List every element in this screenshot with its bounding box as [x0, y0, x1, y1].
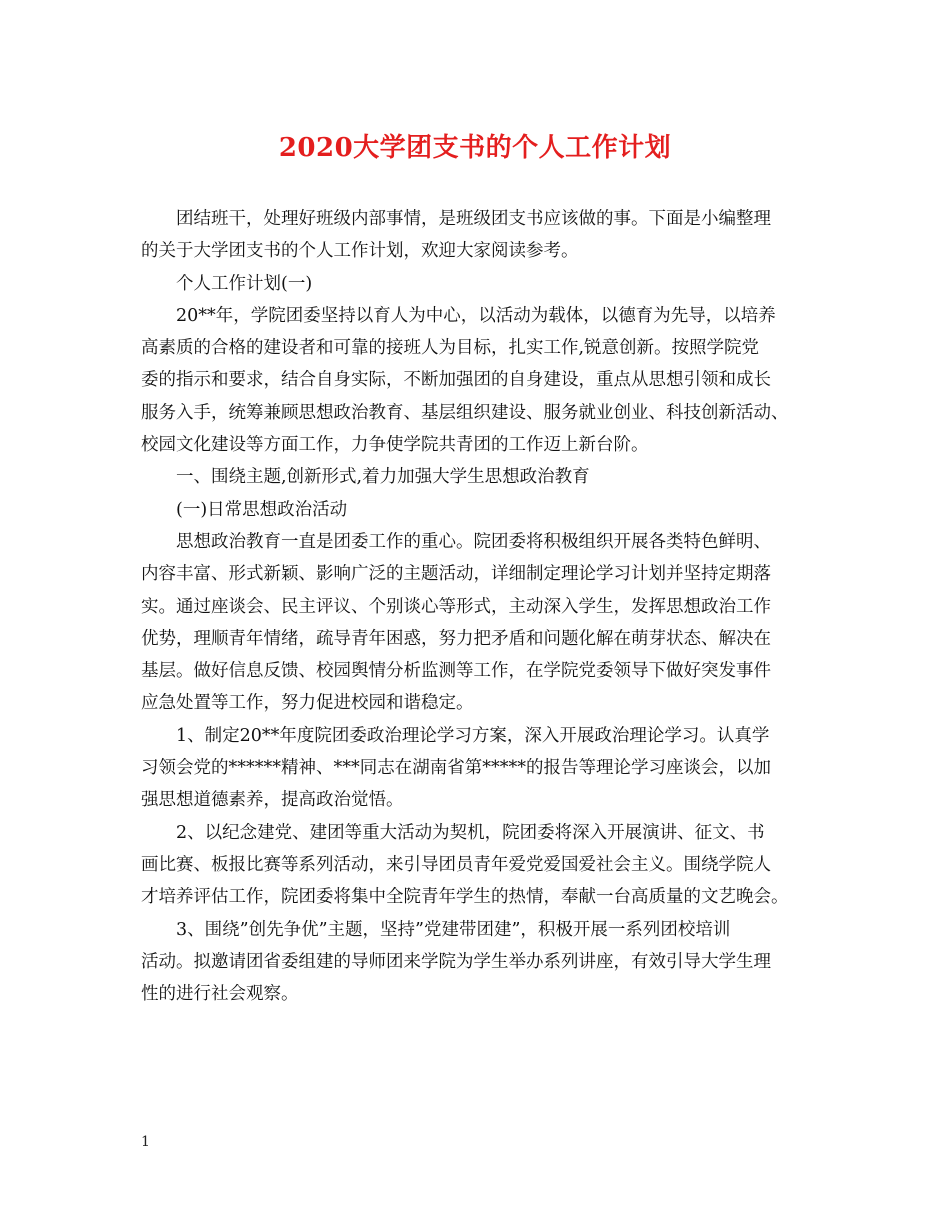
paragraph-line: 3、围绕”创先争优”主题，坚持”党建带团建”，积极开展一系列团校培训 [176, 919, 731, 940]
document-body [141, 203, 821, 1010]
paragraph-line: 团结班干，处理好班级内部事情，是班级团支书应该做的事。下面是小编整理 [176, 209, 771, 229]
paragraph-line: 实。通过座谈会、民主评议、个别谈心等形式，主动深入学生，发挥思想政治工作 [141, 596, 771, 617]
paragraph-line: 高素质的合格的建设者和可靠的接班人为目标，扎实工作,锐意创新。按照学院党 [141, 338, 760, 359]
paragraph-line: 服务入手，统筹兼顾思想政治教育、基层组织建设、服务就业创业、科技创新活动、 [141, 402, 789, 423]
paragraph-line: 强思想道德素养，提高政治觉悟。 [141, 790, 404, 811]
paragraph-line: 20**年，学院团委坚持以育人为中心，以活动为载体，以德育为先导，以培养 [176, 305, 776, 326]
paragraph-line: 才培养评估工作，院团委将集中全院青年学生的热情，奉献一台高质量的文艺晚会。 [141, 887, 789, 908]
paragraph-line: 应急处置等工作，努力促进校园和谐稳定。 [141, 693, 474, 714]
page-number: 1 [141, 1134, 150, 1150]
paragraph-line: 习领会党的******精神、***同志在湖南省第*****的报告等理论学习座谈会，以加 [141, 758, 771, 779]
paragraph-line: 1、制定20**年度院团委政治理论学习方案，深入开展政治理论学习。认真学 [176, 725, 770, 746]
paragraph-line: 内容丰富、形式新颖、影响广泛的主题活动，详细制定理论学习计划并坚持定期落 [141, 564, 771, 585]
paragraph-line: 委的指示和要求，结合自身实际，不断加强团的自身建设，重点从思想引领和成长 [141, 370, 771, 391]
paragraph-line: 思想政治教育一直是团委工作的重心。院团委将积极组织开展各类特色鲜明、 [176, 531, 771, 552]
paragraph-line: 优势，理顺青年情绪，疏导青年困惑，努力把矛盾和问题化解在萌芽状态、解决在 [141, 628, 771, 649]
paragraph-line: 性的进行社会观察。 [141, 984, 299, 1005]
paragraph-line: 校园文化建设等方面工作，力争使学院共青团的工作迈上新台阶。 [141, 435, 649, 456]
document-title: 2020大学团支书的个人工作计划 [278, 133, 672, 163]
paragraph-line: 2、以纪念建党、建团等重大活动为契机，院团委将深入开展演讲、征文、书 [176, 822, 765, 843]
paragraph-line: 的关于大学团支书的个人工作计划，欢迎大家阅读参考。 [141, 241, 579, 262]
paragraph-line: 活动。拟邀请团省委组建的导师团来学院为学生举办系列讲座，有效引导大学生理 [141, 951, 771, 972]
paragraph-line: 画比赛、板报比赛等系列活动，来引导团员青年爱党爱国爱社会主义。围绕学院人 [141, 854, 771, 875]
section-heading: 一、围绕主题,创新形式,着力加强大学生思想政治教育 [176, 467, 590, 488]
section-heading: 个人工作计划(一) [176, 273, 313, 294]
paragraph-line: 基层。做好信息反馈、校园舆情分析监测等工作，在学院党委领导下做好突发事件 [141, 661, 771, 682]
subsection-heading: (一)日常思想政治活动 [176, 499, 348, 520]
